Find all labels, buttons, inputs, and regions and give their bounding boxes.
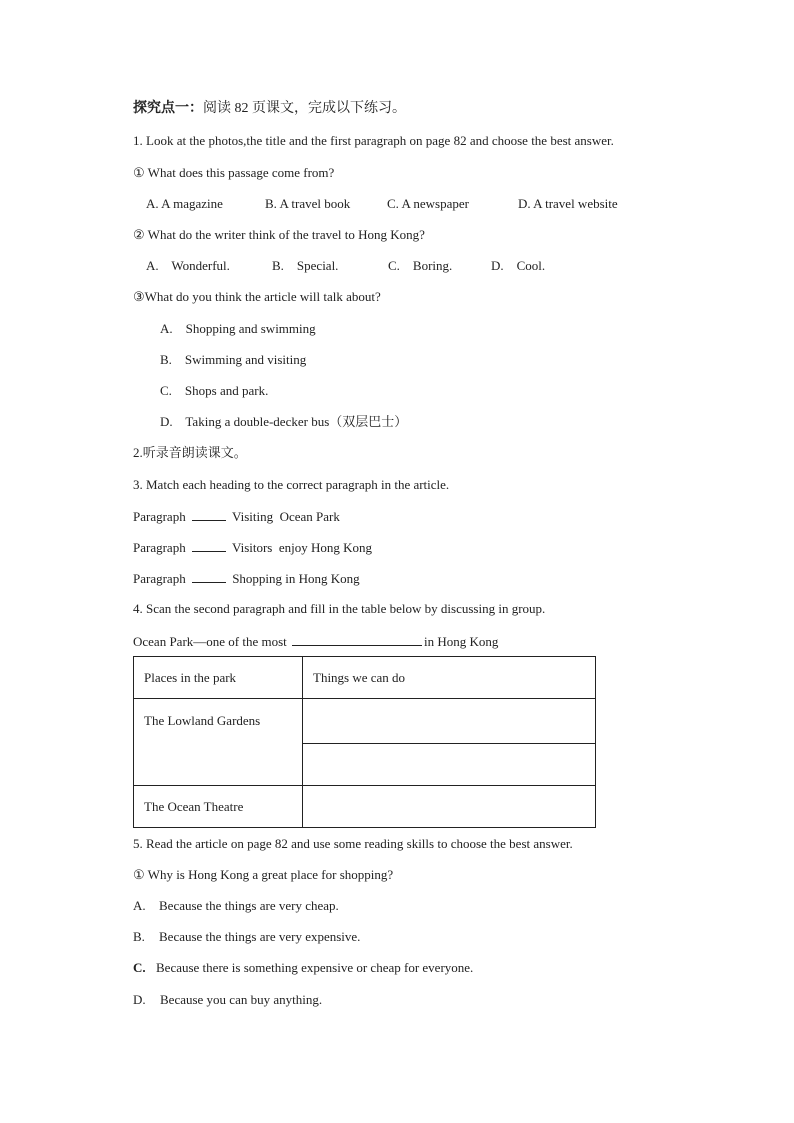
- q1-sub2-option-b: B. Special.: [272, 258, 339, 273]
- q1-sub1-option-a: A. A magazine: [146, 196, 223, 211]
- q5-option-letter: A.: [133, 898, 146, 913]
- table-row: [134, 786, 596, 828]
- q5-option-text: Because the things are very expensive.: [159, 929, 361, 944]
- q5-option-b: [133, 929, 360, 945]
- q3-row-heading: Visitors enjoy Hong Kong: [231, 540, 373, 555]
- q1-sub2-prompt: ② What do the writer think of the travel to Hong Kong?: [133, 227, 425, 242]
- q1-prompt: 1. Look at the photos,the title and the first paragraph on page 82 and choose the best answer.: [133, 133, 614, 148]
- q3-row-label: Paragraph: [133, 571, 186, 586]
- q3-row-heading: Shopping in Hong Kong: [232, 571, 360, 586]
- q1-sub3-option-a: A. Shopping and swimming: [160, 321, 316, 336]
- table-answer-cell-1[interactable]: [303, 699, 596, 744]
- q4-fill-after: in Hong Kong: [424, 634, 499, 649]
- q1-sub3-option-b: B. Swimming and visiting: [160, 352, 307, 367]
- q2-prompt: 2.听录音朗读课文。: [133, 445, 247, 460]
- section-instruction: 阅读 82 页课文，完成以下练习。: [203, 101, 406, 116]
- section-heading: 探究点一：: [133, 101, 203, 116]
- table-header-things: Things we can do: [303, 657, 596, 699]
- q5-option-d: [133, 992, 322, 1008]
- q4-table: [133, 656, 596, 828]
- q3-row-heading: Visiting Ocean Park: [231, 509, 340, 524]
- q5-option-letter: C.: [133, 960, 146, 975]
- table-answer-cell-2[interactable]: [303, 744, 596, 786]
- q5-option-c: [133, 960, 473, 976]
- q5-option-text: Because the things are very cheap.: [159, 898, 339, 913]
- q4-fill-before: Ocean Park—one of the most: [133, 634, 287, 649]
- q1-sub2-option-d: D. Cool.: [491, 258, 546, 273]
- q3-row-label: Paragraph: [133, 509, 186, 524]
- table-answer-cell-3[interactable]: [303, 786, 596, 828]
- q3-answer-blank-1[interactable]: [192, 508, 226, 521]
- q5-prompt: 5. Read the article on page 82 and use some reading skills to choose the best answer.: [133, 836, 573, 851]
- q1-sub3-option-d: D. Taking a double-decker bus（双层巴士）: [160, 414, 408, 429]
- q3-row: [133, 570, 360, 587]
- q5-option-text: Because you can buy anything.: [160, 992, 323, 1007]
- q5-sub1-prompt: ① Why is Hong Kong a great place for shopping?: [133, 867, 394, 882]
- q3-row: [133, 539, 372, 556]
- q3-answer-blank-2[interactable]: [192, 539, 226, 552]
- q1-sub1-option-d: D. A travel website: [518, 196, 618, 211]
- table-header-row: [134, 657, 596, 699]
- table-header-places: Places in the park: [134, 657, 303, 699]
- q5-option-letter: B.: [133, 929, 145, 944]
- q1-sub1-prompt: ① What does this passage come from?: [133, 165, 335, 180]
- q4-fill-line: [133, 633, 498, 650]
- q3-prompt: 3. Match each heading to the correct paragraph in the article.: [133, 477, 450, 492]
- q5-option-text: Because there is something expensive or cheap for everyone.: [156, 960, 474, 975]
- q1-sub1-option-c: C. A newspaper: [387, 196, 469, 211]
- q1-sub3-prompt: ③What do you think the article will talk about?: [133, 289, 381, 304]
- q4-prompt: 4. Scan the second paragraph and fill in the table below by discussing in group.: [133, 601, 546, 616]
- q1-sub2-option-a: A. Wonderful.: [146, 258, 230, 273]
- q3-answer-blank-3[interactable]: [192, 570, 226, 583]
- q5-option-a: [133, 898, 339, 914]
- table-place-ocean-theatre: The Ocean Theatre: [134, 786, 303, 828]
- q1-sub3-option-c: C. Shops and park.: [160, 383, 269, 398]
- q1-sub2-option-c: C. Boring.: [388, 258, 453, 273]
- q4-answer-blank[interactable]: [292, 633, 422, 646]
- q5-option-letter: D.: [133, 992, 146, 1007]
- table-row: [134, 699, 596, 744]
- q3-row-label: Paragraph: [133, 540, 186, 555]
- section-title: [133, 101, 406, 117]
- table-place-lowland-gardens: The Lowland Gardens: [134, 699, 303, 786]
- q3-row: [133, 508, 340, 525]
- q1-sub1-option-b: B. A travel book: [265, 196, 351, 211]
